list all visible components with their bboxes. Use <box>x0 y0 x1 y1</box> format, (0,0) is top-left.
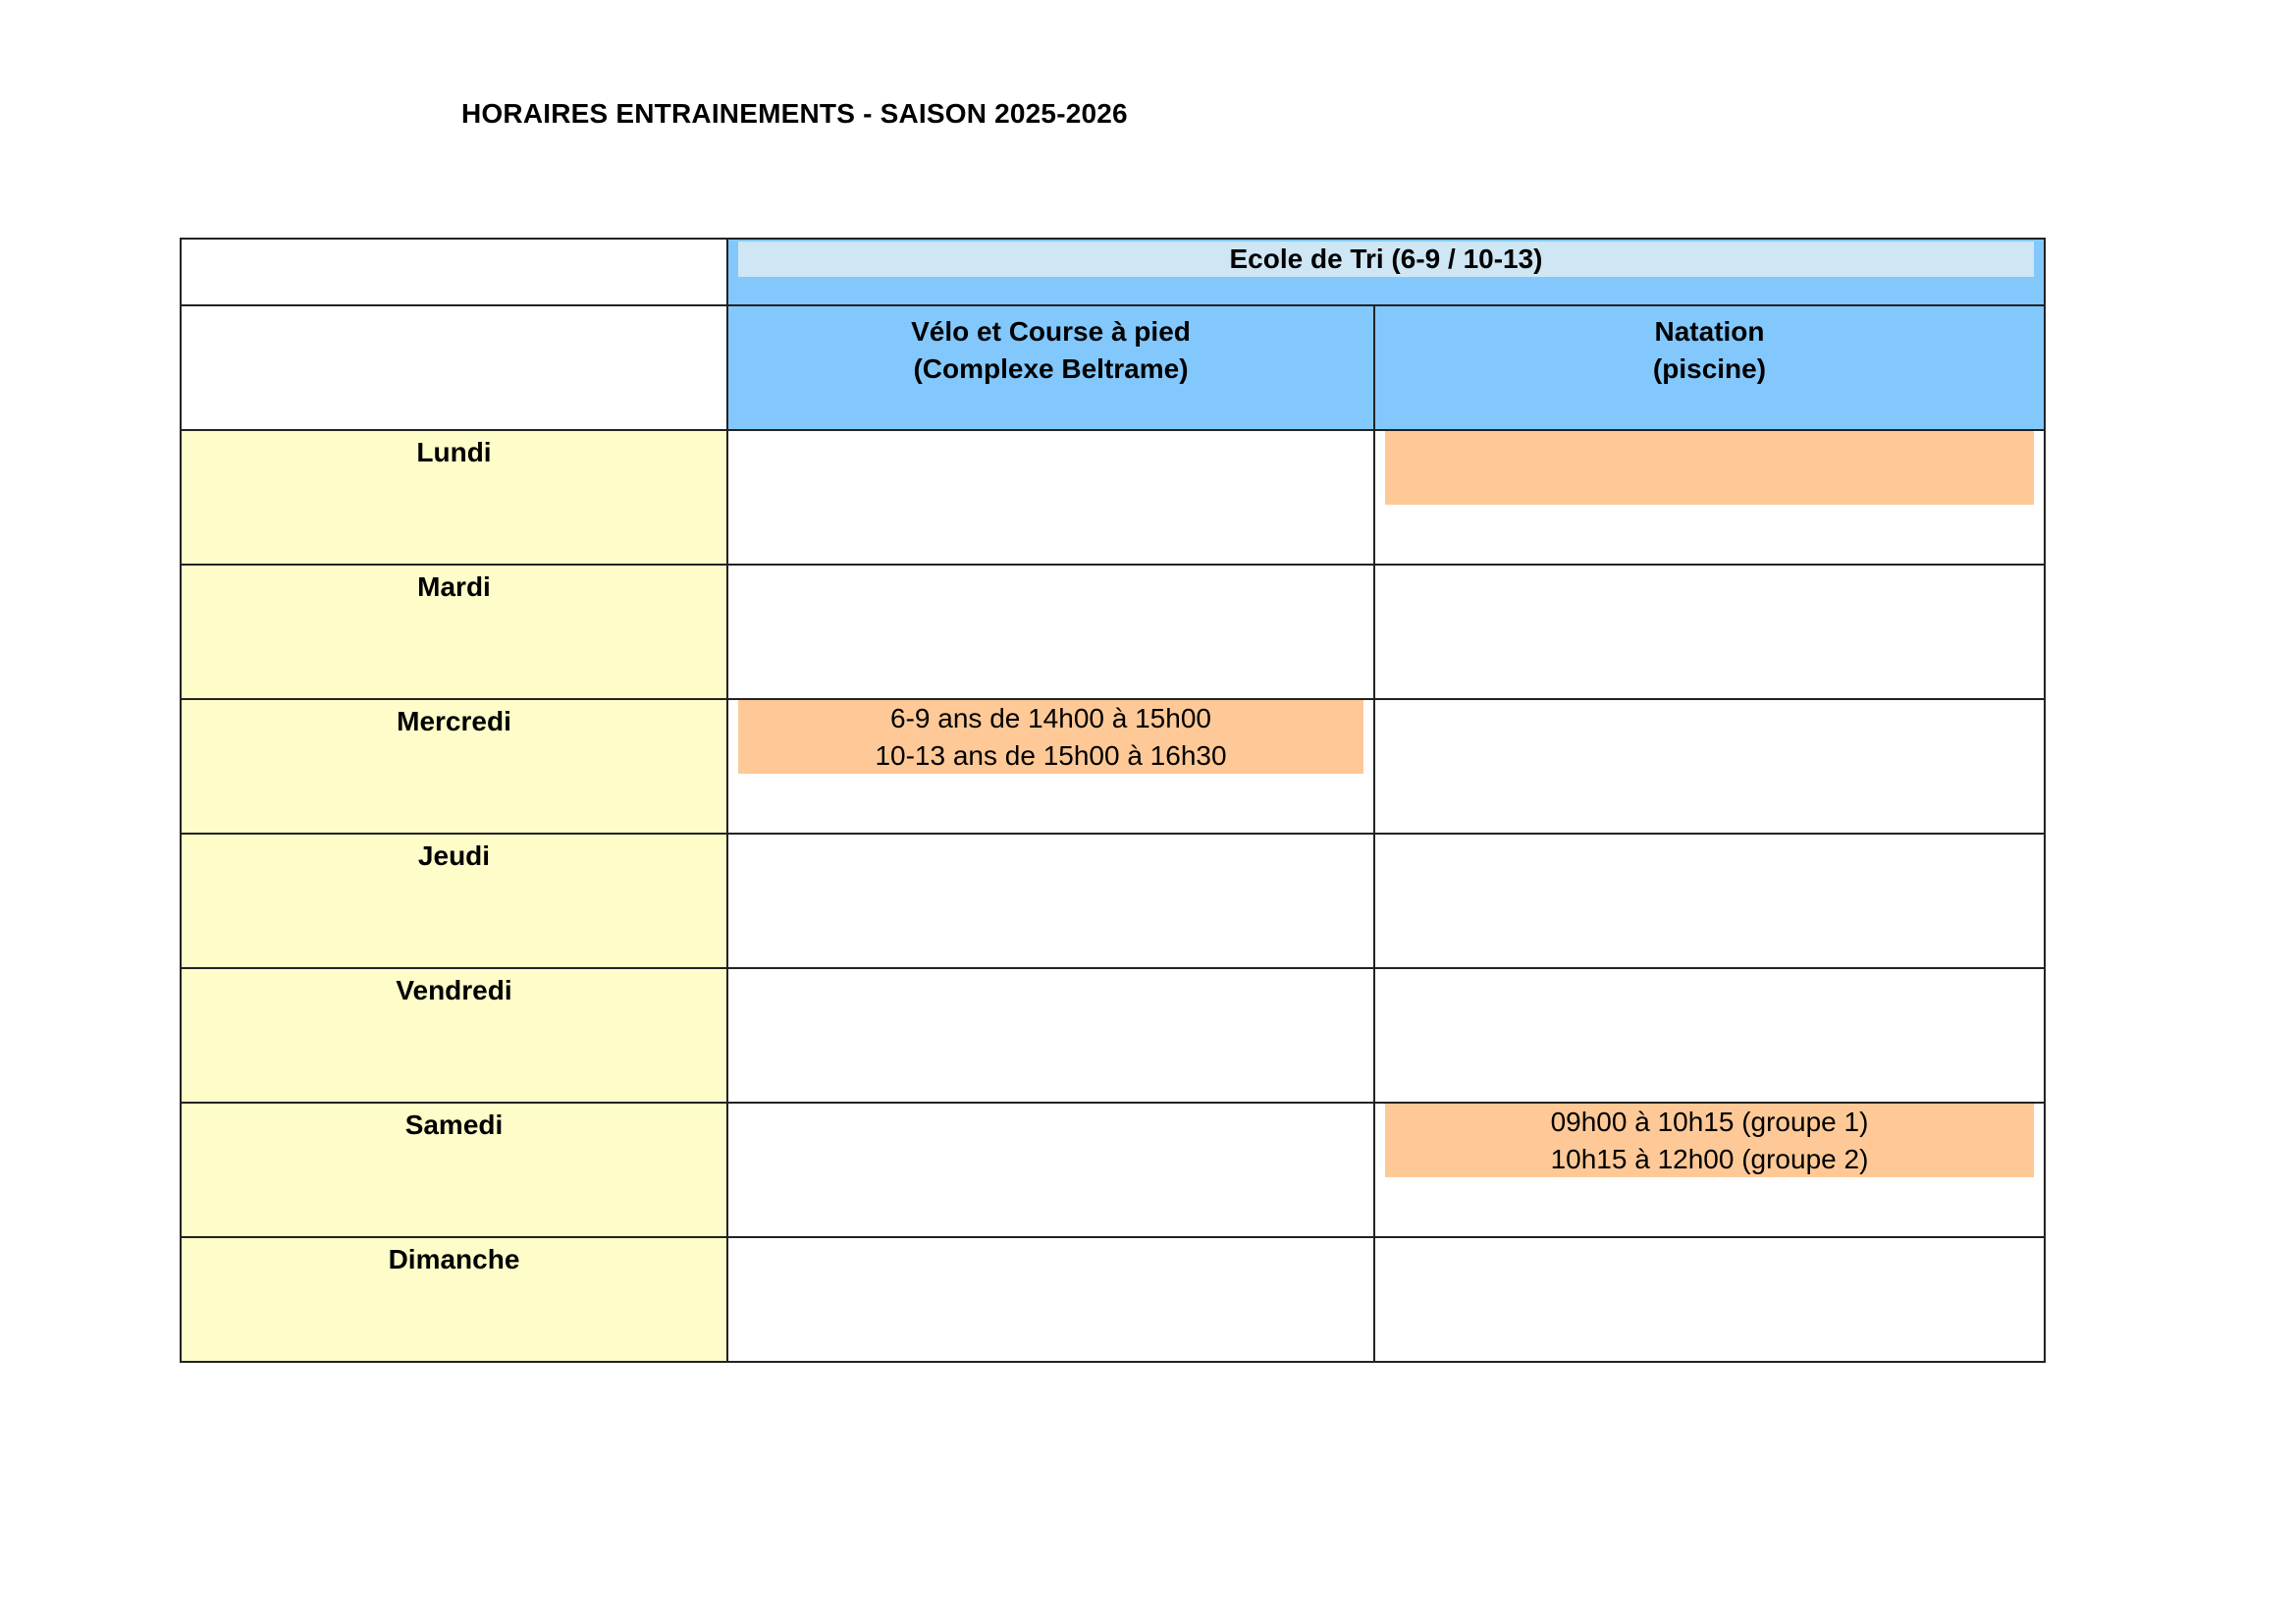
mercredi-velo-cell <box>728 700 1373 833</box>
column-header-natation-line1: Natation <box>1654 316 1765 347</box>
lundi-natation-cell <box>1375 431 2044 564</box>
day-label: Jeudi <box>417 840 491 871</box>
divider <box>182 564 2044 566</box>
day-cell-samedi <box>182 1104 726 1236</box>
column-header-velo-line1: Vélo et Course à pied <box>911 316 1191 347</box>
divider <box>182 429 2044 431</box>
schedule-table <box>180 238 2046 1363</box>
divider <box>182 1102 2044 1104</box>
day-cell-jeudi <box>182 835 726 967</box>
day-cell-lundi <box>182 431 726 564</box>
day-cell-mardi <box>182 566 726 698</box>
divider <box>182 1236 2044 1238</box>
day-cell-mercredi <box>182 700 726 833</box>
day-label: Dimanche <box>388 1244 520 1274</box>
slot-line: 6-9 ans de 14h00 à 15h00 <box>890 702 1211 733</box>
divider <box>726 240 728 1361</box>
day-label: Mardi <box>417 571 491 602</box>
header-corner-cell-2 <box>182 306 726 429</box>
samedi-natation-slot <box>1385 1104 2034 1177</box>
day-label: Vendredi <box>396 975 512 1005</box>
day-cell-dimanche <box>182 1238 726 1361</box>
column-header-natation <box>1375 306 2044 429</box>
divider <box>182 833 2044 835</box>
day-label: Mercredi <box>397 706 511 736</box>
samedi-natation-cell <box>1375 1104 2044 1236</box>
day-cell-vendredi <box>182 969 726 1102</box>
header-corner-cell <box>182 240 726 304</box>
divider <box>182 967 2044 969</box>
slot-line: 10-13 ans de 15h00 à 16h30 <box>875 739 1227 771</box>
divider <box>182 304 2044 306</box>
column-header-velo-line2: (Complexe Beltrame) <box>913 353 1189 384</box>
divider <box>182 698 2044 700</box>
slot-line: 09h00 à 10h15 (groupe 1) <box>1550 1106 1869 1137</box>
slot-line: 10h15 à 12h00 (groupe 2) <box>1550 1143 1869 1174</box>
group-header-cell <box>728 240 2044 304</box>
lundi-natation-slot <box>1385 431 2034 505</box>
day-label: Lundi <box>416 437 492 467</box>
group-header-title: Ecole de Tri (6-9 / 10-13) <box>738 242 2034 277</box>
page-title: HORAIRES ENTRAINEMENTS - SAISON 2025-2026 <box>461 98 1128 129</box>
column-header-natation-line2: (piscine) <box>1652 353 1767 384</box>
mercredi-velo-slot <box>738 700 1363 774</box>
column-header-velo <box>728 306 1373 429</box>
day-label: Samedi <box>404 1110 504 1140</box>
